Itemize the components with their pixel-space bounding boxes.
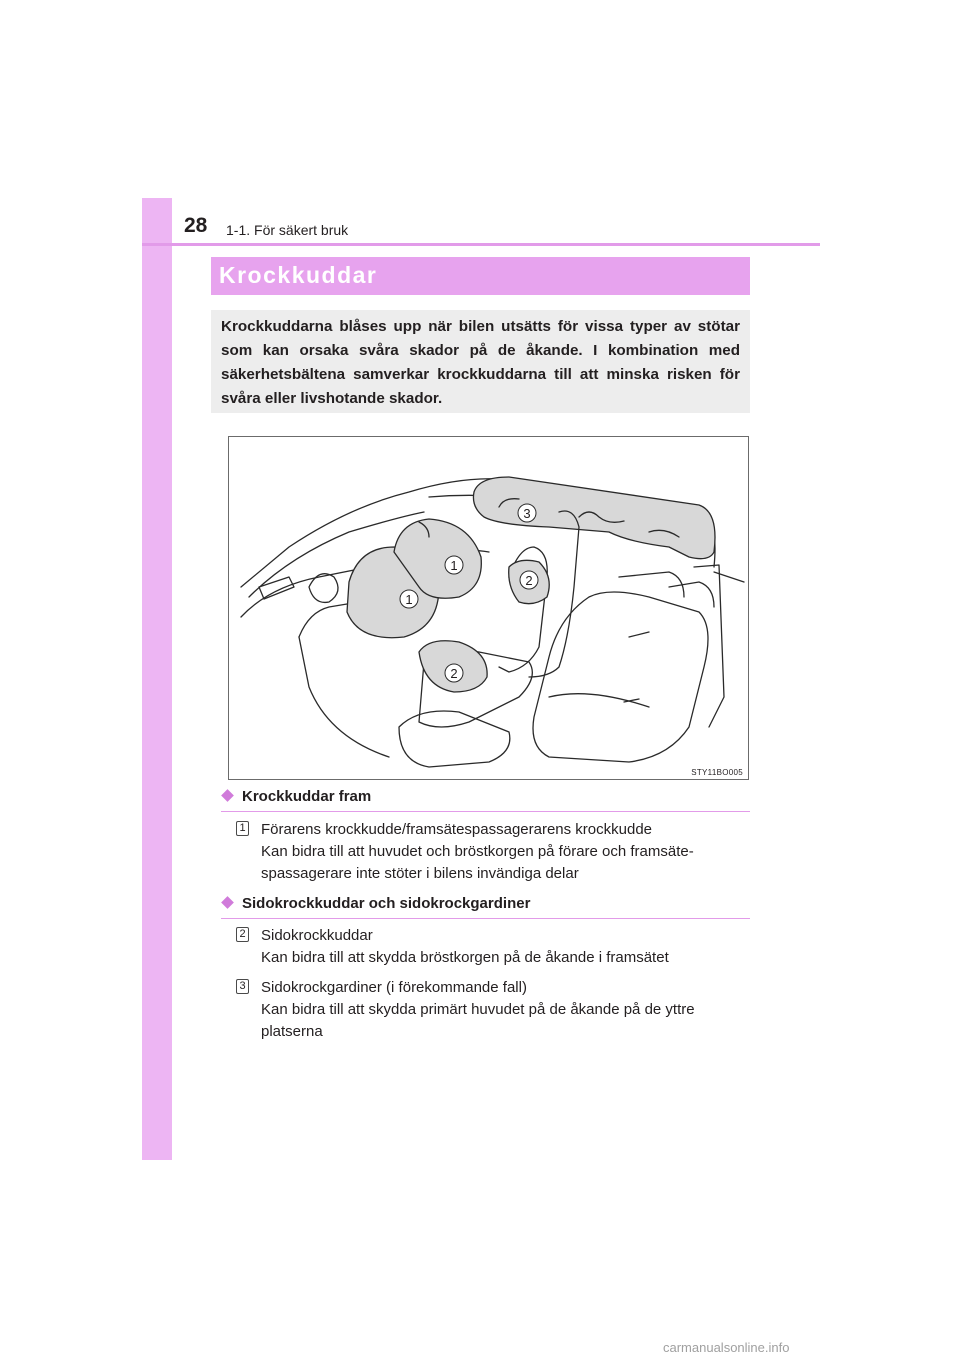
item-description-cont: spassagerare inte stöter i bilens invändiga delar (261, 865, 579, 882)
item-description: Kan bidra till att huvudet och bröstkorgen på förare och framsäte- (261, 843, 694, 860)
item-title: Sidokrockgardiner (i förekommande fall) (261, 979, 527, 996)
side-tab-bar (142, 198, 172, 1160)
airbag-illustration (228, 436, 749, 780)
section-heading-side (221, 895, 530, 912)
callout-label: 1 (450, 558, 458, 573)
section-heading-text: Sidokrockkuddar och sidokrockgardiner (242, 895, 531, 912)
item-number-badge: 2 (236, 927, 249, 942)
item-description: Kan bidra till att skydda bröstkorgen på de åkande i framsätet (261, 949, 669, 966)
diamond-bullet-icon (221, 896, 234, 909)
callout-1a (445, 556, 463, 574)
callout-label: 1 (405, 592, 413, 607)
intro-box: Krockkuddarna blåses upp när bilen utsätts för vissa typer av stötar som kan orsaka svåra skador på de åkande. I kombination med säkerhetsbältena samverkar krockkuddarna till att minska risken för svåra eller livshotande skador. (211, 310, 750, 413)
list-item (261, 819, 751, 885)
item-description: Kan bidra till att skydda primärt huvudet på de åkande på de yttre (261, 1001, 695, 1018)
list-item (261, 977, 751, 1043)
item-title: Förarens krockkudde/framsätespassagerarens krockkudde (261, 821, 653, 838)
item-title: Sidokrockkuddar (261, 927, 373, 944)
item-description-cont: platserna (261, 1023, 323, 1040)
figure-code: STY11BO005 (691, 768, 743, 777)
header-divider (142, 243, 820, 246)
item-number-badge: 1 (236, 821, 249, 836)
callout-label: 3 (523, 506, 531, 521)
callout-2b (445, 664, 463, 682)
callout-3 (518, 504, 536, 522)
page-title: Krockkuddar (219, 262, 378, 288)
breadcrumb: 1-1. För säkert bruk (226, 222, 349, 238)
page-number: 28 (184, 214, 208, 237)
section-title-bar (211, 257, 750, 295)
callout-2a (520, 571, 538, 589)
item-number-badge: 3 (236, 979, 249, 994)
callout-label: 2 (525, 573, 533, 588)
diamond-bullet-icon (221, 789, 234, 802)
car-interior-drawing (229, 437, 749, 780)
watermark: carmanualsonline.info (663, 1340, 790, 1355)
section-heading-front (221, 788, 371, 805)
section-heading-text: Krockkuddar fram (242, 788, 372, 805)
section-divider (221, 918, 750, 919)
list-item (261, 925, 751, 969)
callout-1b (400, 590, 418, 608)
callout-label: 2 (450, 666, 458, 681)
section-divider (221, 811, 750, 812)
